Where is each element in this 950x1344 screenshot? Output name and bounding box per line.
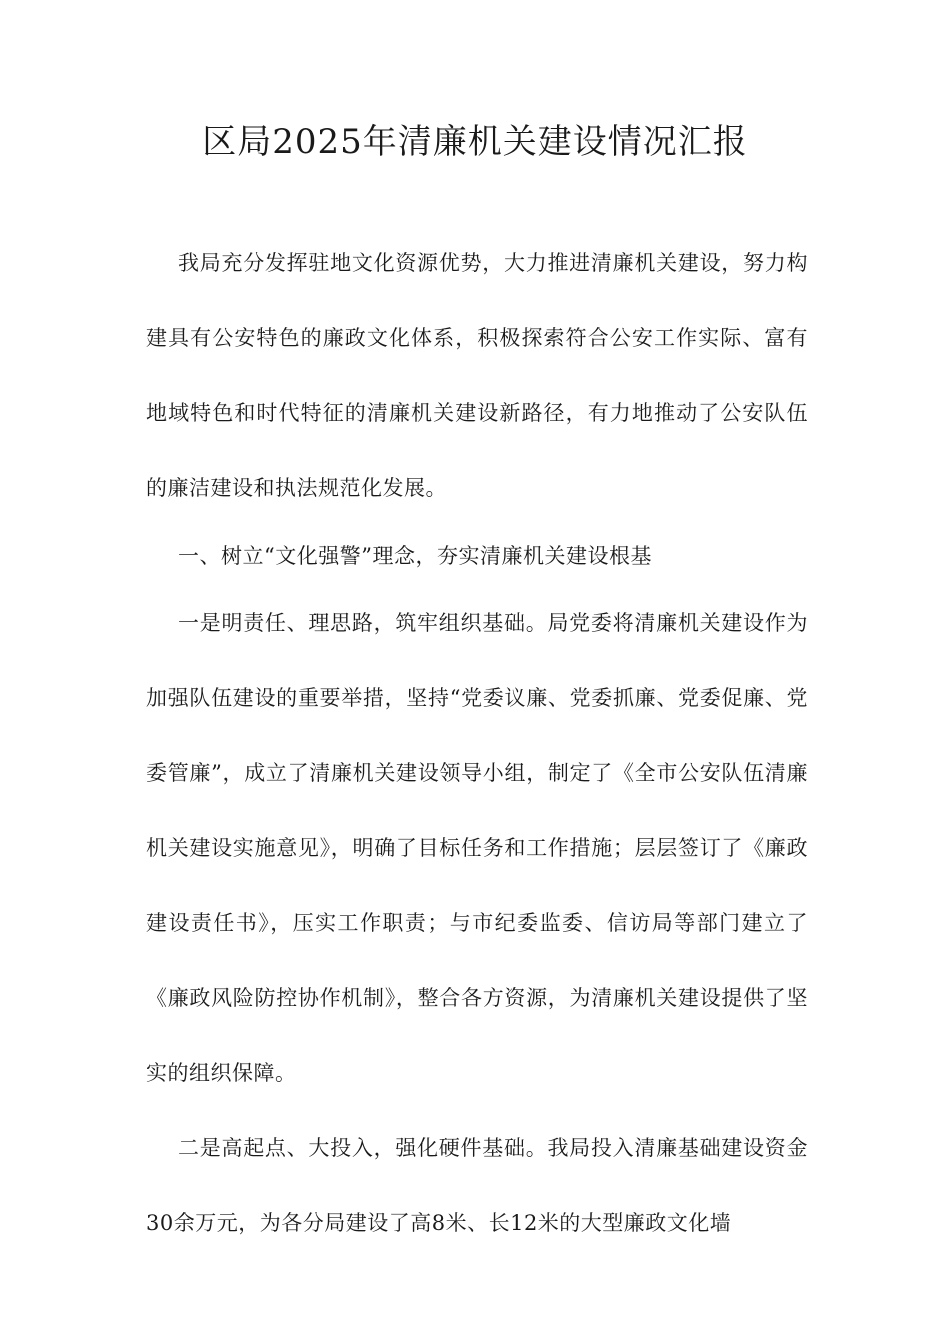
paragraph-intro: 我局充分发挥驻地文化资源优势，大力推进清廉机关建设，努力构建具有公安特色的廉政文化体系，积极探索符合公安工作实际、富有地域特色和时代特征的清廉机关建设新路径，有力地推动了公安队伍的廉洁建设和执法规范化发展。 xyxy=(146,251,808,500)
document-body xyxy=(146,226,808,1261)
section-heading-1: 一、树立“文化强警”理念，夯实清廉机关建设根基 xyxy=(178,544,652,568)
document-title: 区局2025年清廉机关建设情况汇报 xyxy=(202,122,748,162)
paragraph-point-1: 一是明责任、理思路，筑牢组织基础。局党委将清廉机关建设作为加强队伍建设的重要举措，坚持“党委议廉、党委抓廉、党委促廉、党委管廉”，成立了清廉机关建设领导小组，制定了《全市公安队伍清廉机关建设实施意见》，明确了目标任务和工作措施；层层签订了《廉政建设责任书》，压实工作职责；与市纪委监委、信访局等部门建立了《廉政风险防控协作机制》，整合各方资源，为清廉机关建设提供了坚实的组织保障。 xyxy=(146,611,808,1085)
paragraph-point-2: 二是高起点、大投入，强化硬件基础。我局投入清廉基础建设资金30余万元，为各分局建设了高8米、长12米的大型廉政文化墙 xyxy=(146,1136,808,1235)
